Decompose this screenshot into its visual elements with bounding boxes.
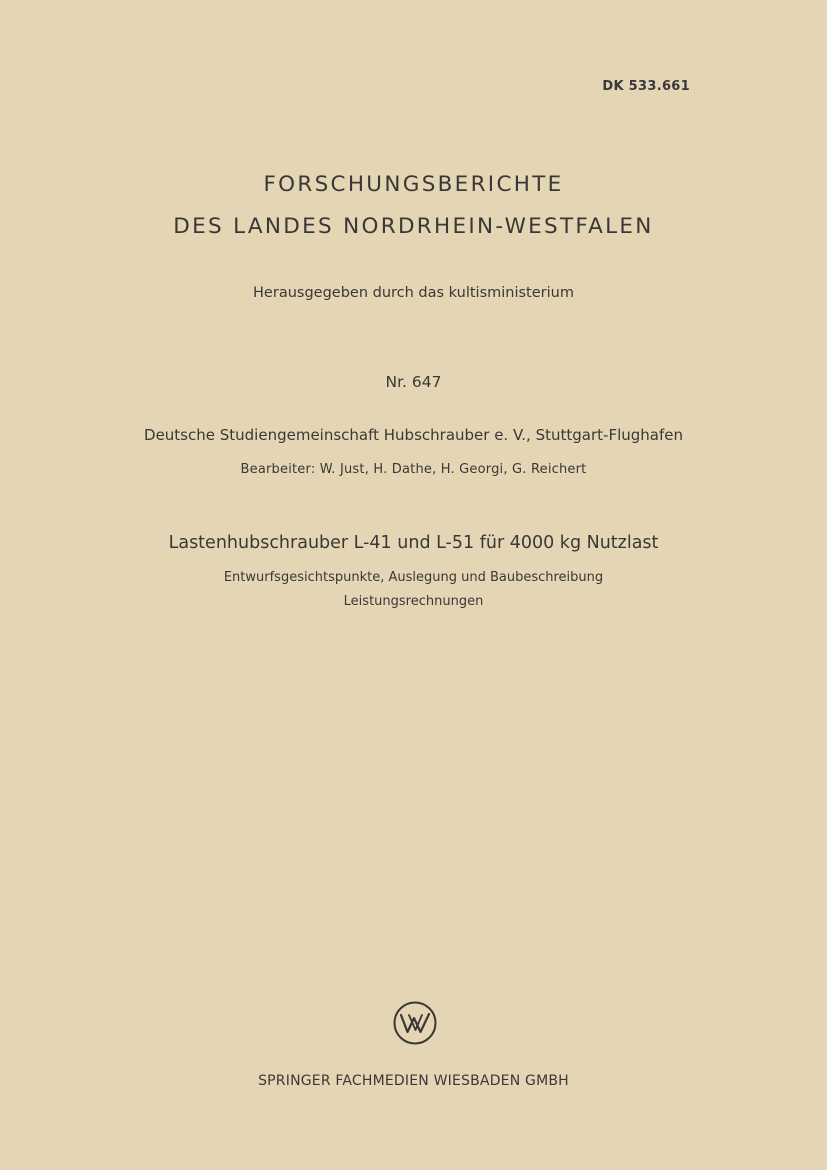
report-subtitle-line-1: Entwurfsgesichtspunkte, Auslegung und Baubeschreibung xyxy=(223,570,604,585)
springer-vieweg-logo-icon xyxy=(392,1000,438,1046)
dk-classification-number: DK 533.661 xyxy=(602,79,690,94)
publisher-note: Herausgegeben durch das kultisministerium xyxy=(253,285,574,301)
authors-line: Bearbeiter: W. Just, H. Dathe, H. Georgi, G. Reichert xyxy=(240,462,587,477)
report-title: Lastenhubschrauber L-41 und L-51 für 4000 kg Nutzlast xyxy=(168,533,659,553)
institution-name: Deutsche Studiengemeinschaft Hubschrauber e. V., Stuttgart-Flughafen xyxy=(144,426,683,444)
report-number: Nr. 647 xyxy=(385,373,442,391)
series-title-line-1: FORSCHUNGSBERICHTE xyxy=(263,172,564,197)
report-subtitle-line-2: Leistungsrechnungen xyxy=(343,594,484,609)
series-title-line-2: DES LANDES NORDRHEIN-WESTFALEN xyxy=(173,214,654,239)
publisher-footer: SPRINGER FACHMEDIEN WIESBADEN GMBH xyxy=(258,1073,569,1089)
